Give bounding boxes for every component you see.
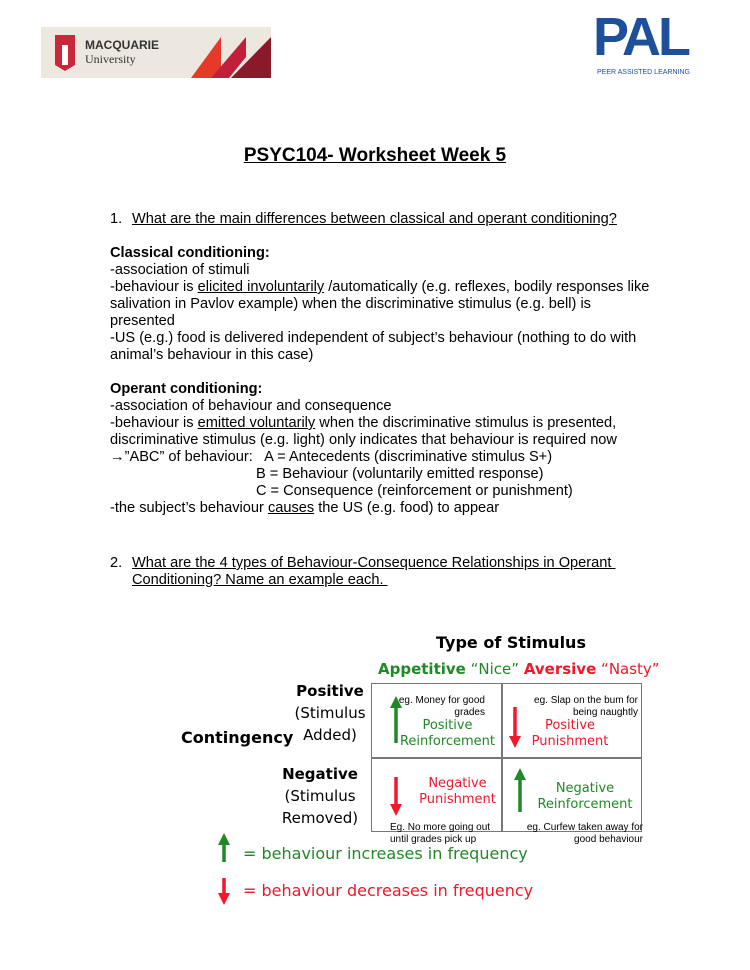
text-line: C = Consequence (reinforcement or punishment) <box>110 483 573 499</box>
classical-heading: Classical conditioning: <box>110 245 270 261</box>
negative-reinforcement-label: Negative Reinforcement <box>537 781 633 812</box>
text-line: discriminative stimulus (e.g. light) only indicates that behaviour is required now <box>110 432 617 448</box>
text-line: Conditioning? Name an example each. <box>132 572 388 588</box>
positive-punishment-label: Positive Punishment <box>531 718 609 749</box>
negative-reinforcement-example: eg. Curfew taken away for good behaviour <box>526 822 643 845</box>
positive-label: Positive <box>296 682 364 700</box>
q1-number: 1. <box>110 211 123 227</box>
negative-sub: (Stimulus <box>284 787 356 805</box>
legend-decrease: = behaviour decreases in frequency <box>243 881 534 900</box>
positive-sub: (Stimulus <box>294 704 366 722</box>
q2-number: 2. <box>110 555 123 571</box>
text-line: B = Behaviour (voluntarily emitted response) <box>110 466 544 482</box>
underlined-text: causes <box>267 500 315 516</box>
arrow-up-icon <box>514 768 526 812</box>
type-of-stimulus-heading: Type of Stimulus <box>436 633 586 652</box>
text: -behaviour is <box>110 279 198 295</box>
text-line: salivation in Pavlov example) when the discriminative stimulus (e.g. bell) is <box>110 296 591 312</box>
underlined-text: emitted voluntarily <box>197 415 316 431</box>
nice-label: “Nice” <box>470 660 520 678</box>
text-line: -association of behaviour and consequence <box>110 398 392 414</box>
pal-logo-sub: PEER ASSISTED LEARNING <box>597 69 690 76</box>
macquarie-name: MACQUARIE <box>85 38 159 52</box>
positive-reinforcement-label: Positive Reinforcement <box>399 718 496 749</box>
text-line: presented <box>110 313 175 329</box>
legend-increase: = behaviour increases in frequency <box>243 844 528 863</box>
underlined-text: elicited involuntarily <box>197 279 325 295</box>
text-line: animal’s behaviour in this case) <box>110 347 314 363</box>
q1-text: What are the main differences between classical and operant conditioning? <box>132 211 617 227</box>
text: the US (e.g. food) to appear <box>314 500 500 516</box>
negative-punishment-label: Negative Punishment <box>419 776 496 807</box>
arrow-down-icon <box>390 777 402 816</box>
text-line: What are the 4 types of Behaviour-Consequence Relationships in Operant <box>132 555 616 571</box>
nasty-label: “Nasty” <box>601 660 660 678</box>
page-title: PSYC104- Worksheet Week 5 <box>243 145 507 166</box>
arrow-down-icon <box>509 707 521 748</box>
legend-down-arrow-icon <box>218 878 230 905</box>
contingency-label: Contingency <box>181 728 294 747</box>
legend-up-arrow-icon <box>218 833 230 862</box>
text: -behaviour is <box>110 415 198 431</box>
positive-sub: Added) <box>303 726 357 744</box>
negative-sub: Removed) <box>281 809 359 827</box>
pal-logo-text: PAL <box>593 7 688 67</box>
arrow-up-icon <box>390 696 402 743</box>
macquarie-sub: University <box>85 52 136 66</box>
positive-punishment-example: eg. Slap on the bum for being naughtly <box>534 695 638 718</box>
aversive-label: Aversive <box>523 660 597 678</box>
text-line: -association of stimuli <box>110 262 250 278</box>
operant-heading: Operant conditioning: <box>110 381 263 397</box>
appetitive-label: Appetitive <box>378 660 466 678</box>
text-line: -US (e.g.) food is delivered independent of subject’s behaviour (nothing to do with <box>110 330 637 346</box>
negative-punishment-example: Eg. No more going out until grades pick up <box>390 822 491 845</box>
text: when the discriminative stimulus is presented, <box>315 415 617 431</box>
positive-reinforcement-example: eg. Money for good grades <box>398 695 485 718</box>
text: /automatically (e.g. reflexes, bodily responses like <box>324 279 650 295</box>
negative-label: Negative <box>282 765 358 783</box>
text-line: →”ABC” of behaviour: A = Antecedents (discriminative stimulus S+) <box>110 449 553 465</box>
text: -the subject’s behaviour <box>110 500 268 516</box>
